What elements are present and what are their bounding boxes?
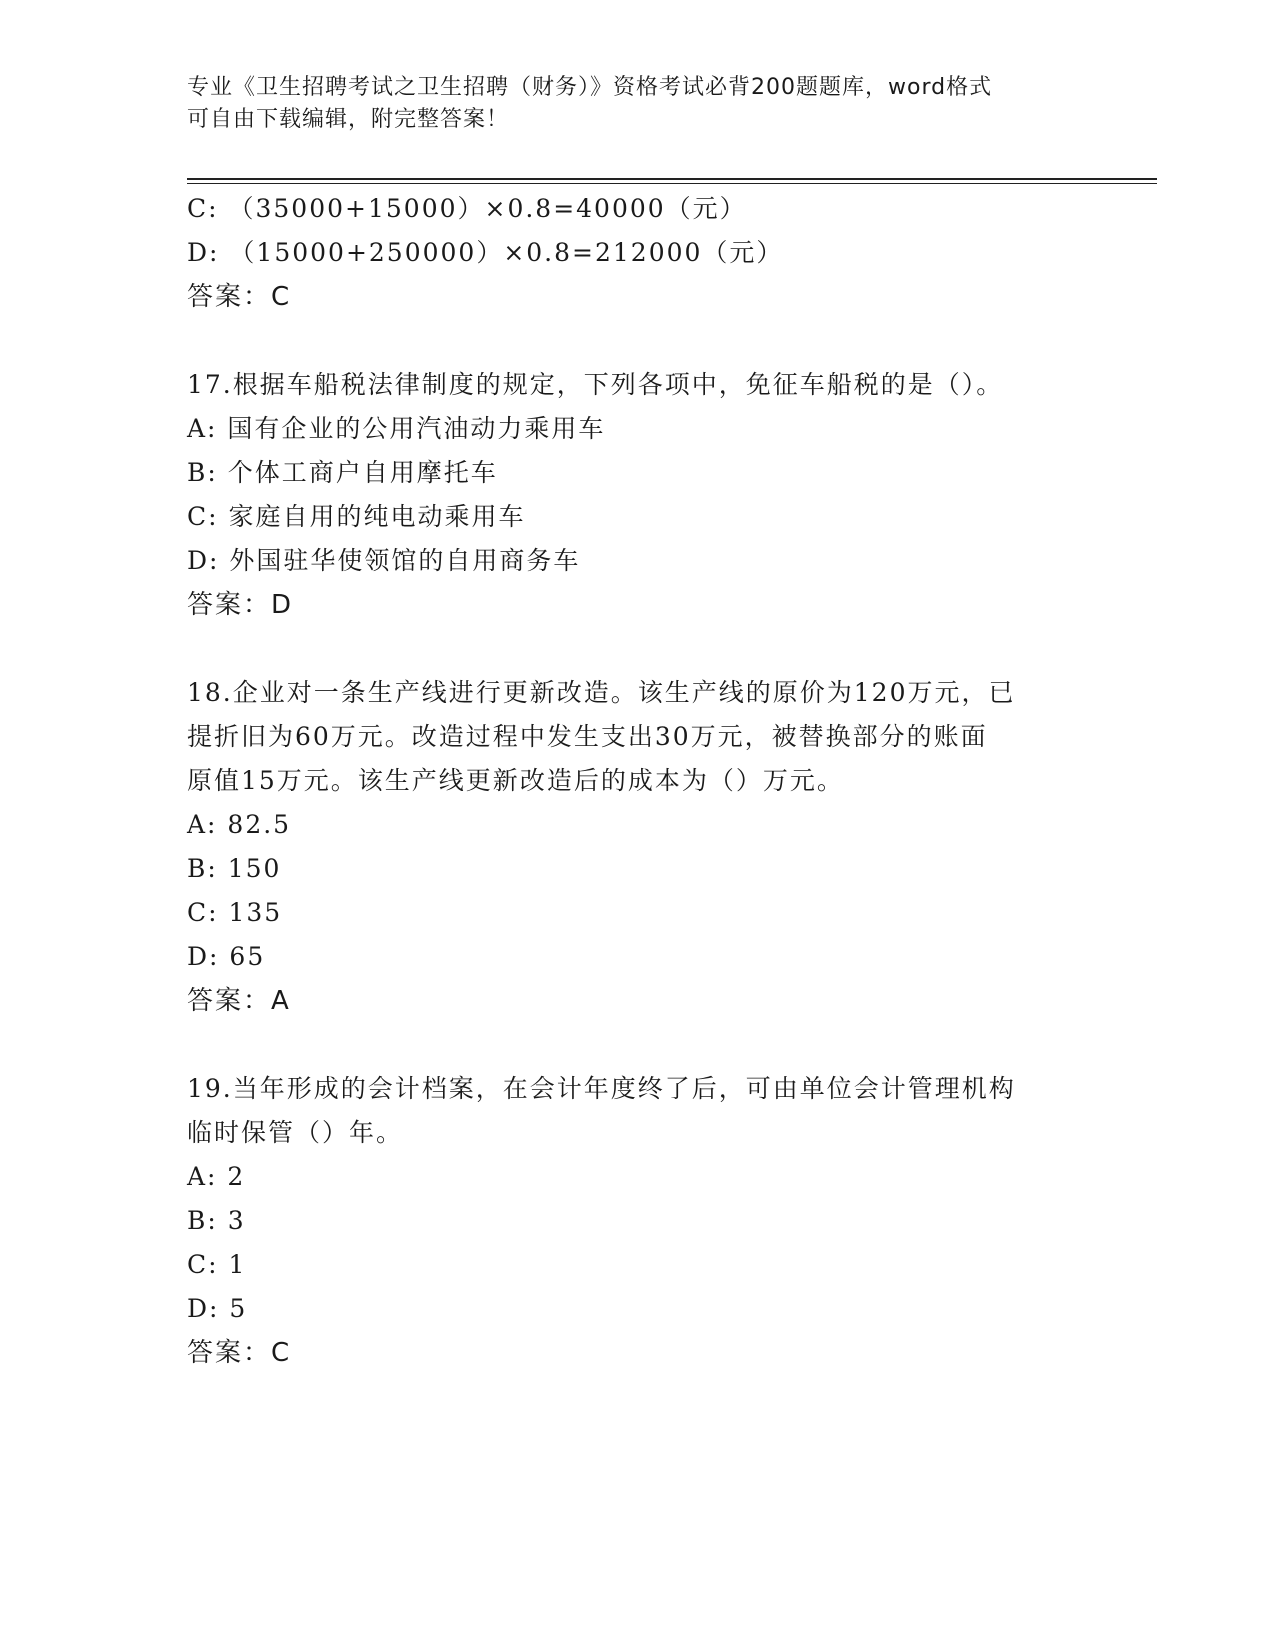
q19-option-b: B: 3 <box>187 1206 246 1235</box>
header-line-1: 专业《卫生招聘考试之卫生招聘（财务）》资格考试必背200题题库，word格式 <box>187 75 993 100</box>
q18-question-line-2: 提折旧为60万元。改造过程中发生支出30万元，被替换部分的账面 <box>187 722 988 751</box>
q18-option-a: A: 82.5 <box>187 810 292 839</box>
q16-answer: 答案：C <box>187 282 292 312</box>
q19-answer: 答案：C <box>187 1338 292 1368</box>
q17-option-a: A: 国有企业的公用汽油动力乘用车 <box>187 414 606 443</box>
q18-question-line-3: 原值15万元。该生产线更新改造后的成本为（）万元。 <box>187 766 844 795</box>
q17-question: 17.根据车船税法律制度的规定，下列各项中，免征车船税的是（）。 <box>187 370 1004 399</box>
q19-option-c: C: 1 <box>187 1250 247 1279</box>
q17-option-c: C: 家庭自用的纯电动乘用车 <box>187 502 526 531</box>
document-header <box>187 72 1067 136</box>
q19-option-a: A: 2 <box>187 1162 246 1191</box>
header-line-2: 可自由下载编辑，附完整答案！ <box>187 107 510 132</box>
q19-option-d: D: 5 <box>187 1294 248 1323</box>
q18-option-c: C: 135 <box>187 898 283 927</box>
q18-answer: 答案：A <box>187 986 291 1016</box>
q17-option-b: B: 个体工商户自用摩托车 <box>187 458 498 487</box>
q16-option-c: C: （35000+15000）×0.8=40000（元） <box>187 194 747 223</box>
q19-question-line-2: 临时保管（）年。 <box>187 1118 404 1147</box>
q18-option-b: B: 150 <box>187 854 282 883</box>
header-divider-thick <box>187 178 1157 180</box>
q17-answer: 答案：D <box>187 590 294 620</box>
q18-option-d: D: 65 <box>187 942 266 971</box>
header-divider-thin <box>187 183 1157 184</box>
q16-option-d: D: （15000+250000）×0.8=212000（元） <box>187 238 784 267</box>
q18-question-line-1: 18.企业对一条生产线进行更新改造。该生产线的原价为120万元，已 <box>187 678 1016 707</box>
q17-option-d: D: 外国驻华使领馆的自用商务车 <box>187 546 581 575</box>
q19-question-line-1: 19.当年形成的会计档案，在会计年度终了后，可由单位会计管理机构 <box>187 1074 1016 1103</box>
